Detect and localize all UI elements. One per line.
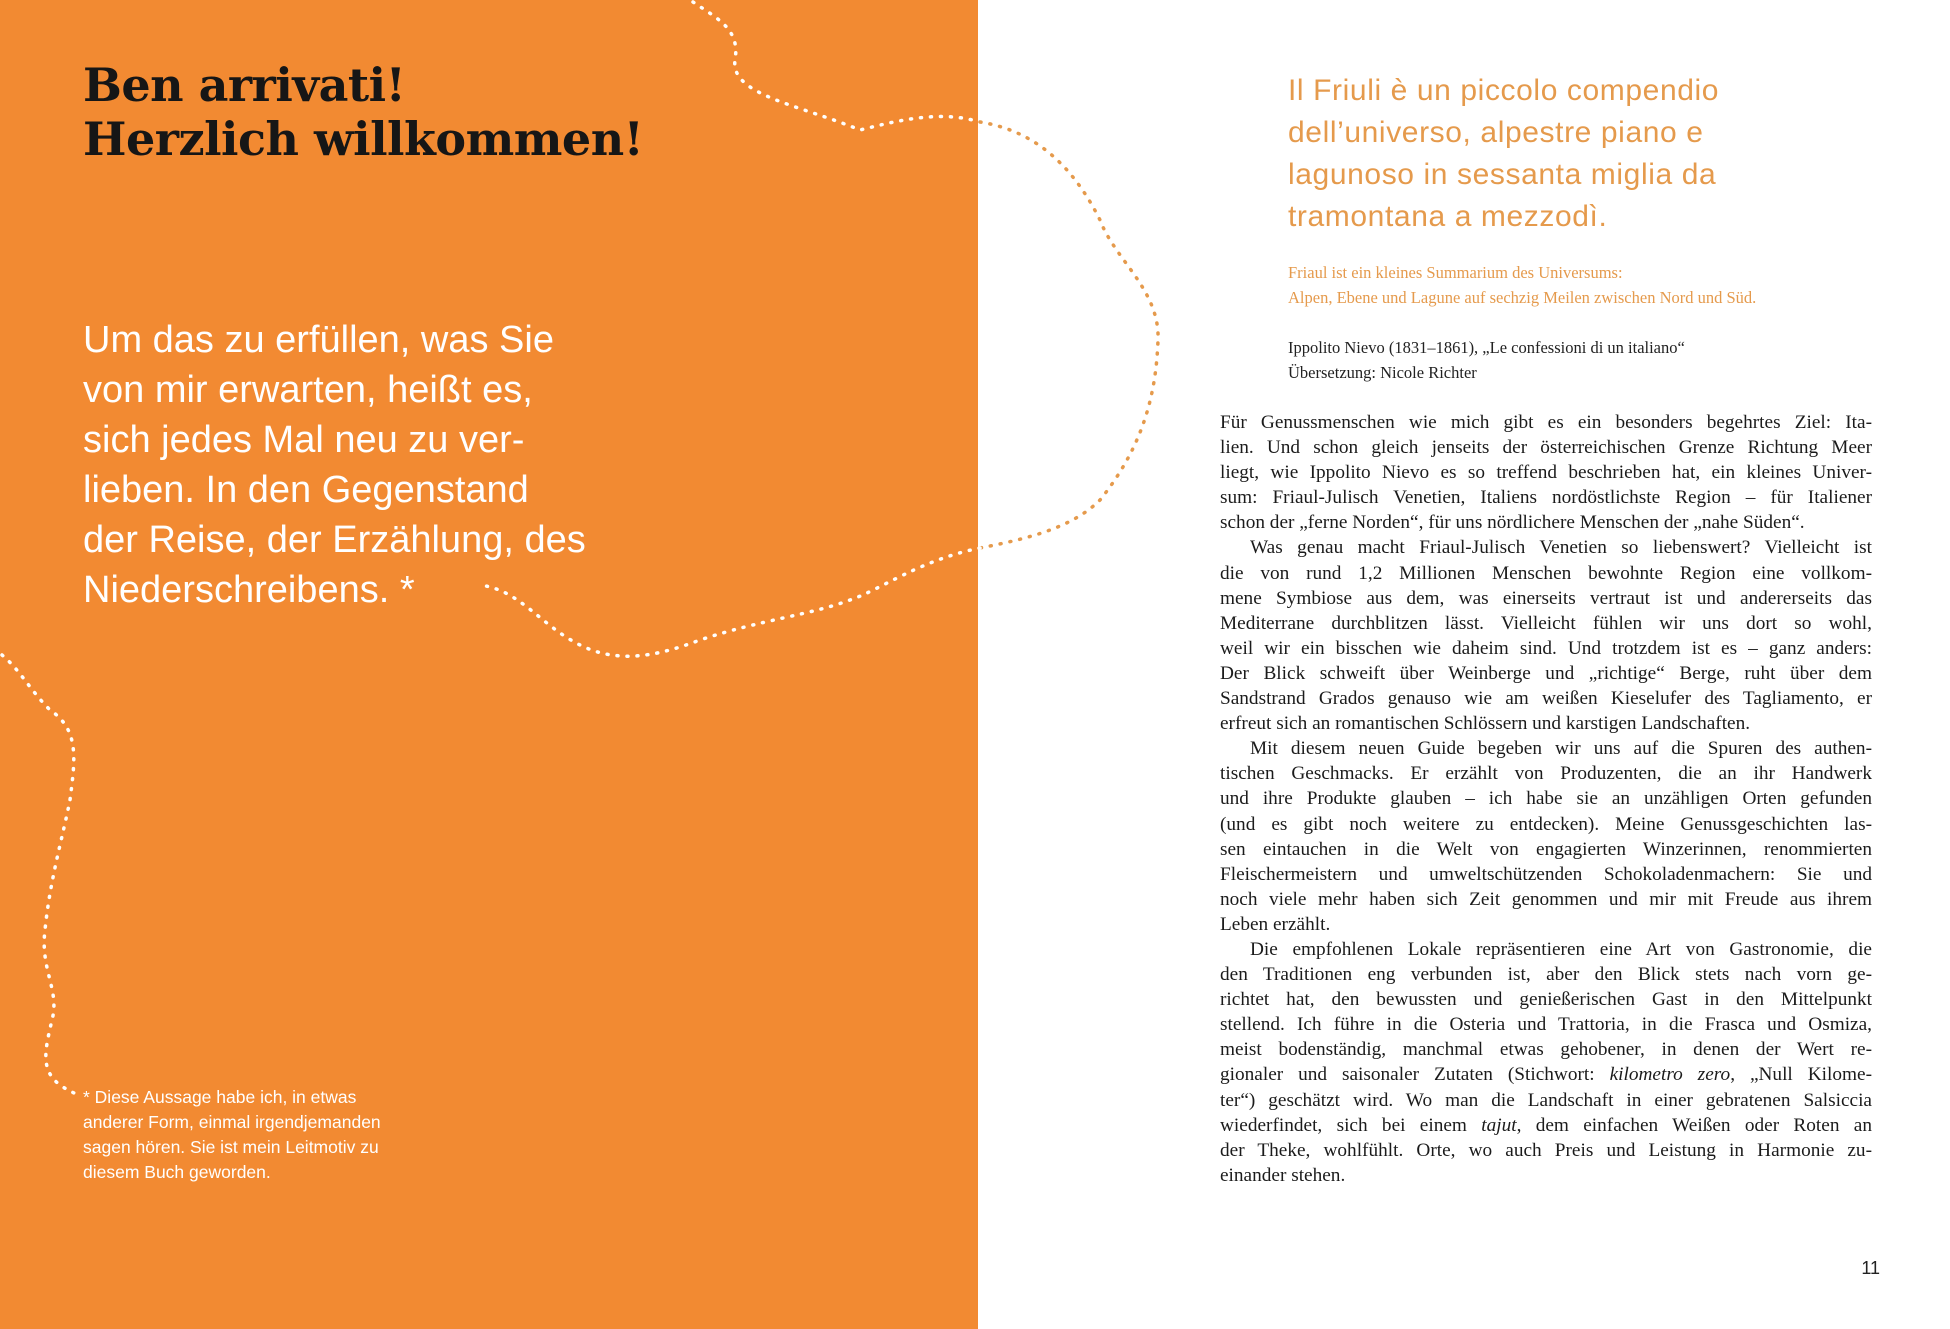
body-line: Für Genussmenschen wie mich gibt es ein besonders begehrtes Ziel: Ita-: [1220, 412, 1872, 433]
body-line: [1220, 1062, 1872, 1087]
body-italic-term: kilometro zero: [1609, 1064, 1731, 1086]
body-line: die von rund 1,2 Millionen Menschen bewohnte Region eine vollkom-: [1220, 562, 1872, 584]
quote-line: Il Friuli è un piccolo compendio: [1288, 74, 1720, 107]
body-line: noch viele mehr haben sich Zeit genommen und mir mit Freude aus ihrem: [1220, 888, 1872, 910]
body-fragment: , dem einfachen Weißen oder Roten an: [1516, 1114, 1872, 1136]
body-line: mene Symbiose aus dem, was einerseits vertraut ist und andererseits das: [1220, 587, 1872, 609]
body-line: [1220, 1113, 1872, 1138]
footnote-line: * Diese Aussage habe ich, in etwas: [83, 1087, 357, 1107]
body-text: [1220, 410, 1872, 1188]
quote-attribution: [1288, 335, 1685, 385]
quote-line: tramontana a mezzodì.: [1288, 200, 1608, 233]
intro-line: Um das zu erfüllen, was Sie: [83, 319, 554, 361]
page-number: 11: [1861, 1258, 1880, 1278]
attribution-line: Übersetzung: Nicole Richter: [1288, 363, 1477, 382]
intro-line: von mir erwarten, heißt es,: [83, 369, 533, 411]
body-italic-term: tajut: [1481, 1114, 1517, 1136]
german-translation: [1288, 260, 1756, 310]
footnote: [83, 1085, 443, 1185]
body-line: Die empfohlenen Lokale repräsentieren eine Art von Gastronomie, die: [1250, 938, 1872, 960]
translation-line: Alpen, Ebene und Lagune auf sechzig Meilen zwischen Nord und Süd.: [1288, 288, 1757, 307]
body-line: den Traditionen eng verbunden ist, aber den Blick stets nach vorn ge-: [1220, 964, 1872, 986]
intro-line: lieben. In den Gegenstand: [83, 469, 529, 511]
body-line: einander stehen.: [1220, 1164, 1346, 1186]
body-line: sen eintauchen in die Welt von engagierten Winzerinnen, renommierten: [1220, 838, 1872, 860]
page-title: [83, 58, 643, 166]
quote-line: dell’universo, alpestre piano e: [1288, 116, 1704, 149]
body-line: schon der „ferne Norden“, für uns nördlichere Menschen der „nahe Süden“.: [1220, 512, 1805, 534]
italian-quote: [1288, 70, 1719, 238]
body-fragment: wiederfindet, sich bei einem: [1220, 1114, 1482, 1136]
body-fragment: , „Null Kilome-: [1730, 1064, 1872, 1086]
body-line: weil wir ein bisschen wie daheim sind. Und trotzdem ist es – ganz anders:: [1220, 637, 1872, 659]
translation-line: Friaul ist ein kleines Summarium des Universums:: [1288, 263, 1623, 282]
intro-line: Niederschreibens. *: [83, 569, 415, 611]
body-line: Leben erzählt.: [1220, 913, 1331, 935]
body-line: der Theke, wohlfühlt. Orte, wo auch Preis und Leistung in Harmonie zu-: [1220, 1139, 1872, 1161]
attribution-line: Ippolito Nievo (1831–1861), „Le confessioni di un italiano“: [1288, 338, 1685, 357]
body-line: erfreut sich an romantischen Schlössern und karstigen Landschaften.: [1220, 713, 1751, 735]
title-line: Herzlich willkommen!: [83, 112, 644, 166]
title-line: Ben arrivati!: [83, 58, 406, 112]
intro-line: der Reise, der Erzählung, des: [83, 519, 586, 561]
footnote-line: anderer Form, einmal irgendjemanden: [83, 1112, 381, 1132]
body-line: tischen Geschmacks. Er erzählt von Produzenten, die an ihr Handwerk: [1220, 763, 1872, 785]
quote-line: lagunoso in sessanta miglia da: [1288, 158, 1717, 191]
body-line: meist bodenständig, manchmal etwas gehobener, in denen der Wert re-: [1220, 1039, 1872, 1061]
body-fragment: gionaler und saisonaler Zutaten (Stichwort:: [1220, 1064, 1610, 1086]
body-line: Mediterrane durchblitzen lässt. Vielleicht fühlen wir uns dort so wohl,: [1220, 612, 1872, 634]
body-line: richtet hat, den bewussten und genießerischen Gast in den Mittelpunkt: [1220, 989, 1872, 1011]
footnote-line: diesem Buch geworden.: [83, 1162, 271, 1182]
body-line: Sandstrand Grados genauso wie am weißen Kieselufer des Tagliamento, er: [1220, 688, 1872, 710]
body-line: Mit diesem neuen Guide begeben wir uns auf die Spuren des authen-: [1250, 738, 1872, 760]
body-line: (und es gibt noch weitere zu entdecken). Meine Genussgeschichten las-: [1220, 813, 1872, 835]
intro-line: sich jedes Mal neu zu ver-: [83, 419, 525, 461]
body-line: Der Blick schweift über Weinberge und „richtige“ Berge, ruht über dem: [1220, 662, 1872, 684]
body-line: Was genau macht Friaul-Julisch Venetien so liebenswert? Vielleicht ist: [1250, 537, 1872, 559]
body-line: sum: Friaul-Julisch Venetien, Italiens nordöstlichste Region – für Italiener: [1220, 487, 1872, 509]
footnote-line: sagen hören. Sie ist mein Leitmotiv zu: [83, 1137, 379, 1157]
body-line: ter“) geschätzt wird. Wo man die Landschaft in einer gebratenen Salsiccia: [1220, 1089, 1872, 1111]
body-line: lien. Und schon gleich jenseits der österreichischen Grenze Richtung Meer: [1220, 437, 1872, 459]
body-line: und ihre Produkte glauben – ich habe sie an unzähligen Orten gefunden: [1220, 788, 1872, 810]
body-line: stellend. Ich führe in die Osteria und Trattoria, in die Frasca und Osmiza,: [1220, 1014, 1872, 1036]
body-line: Fleischermeistern und umweltschützenden Schokoladenmachern: Sie und: [1220, 863, 1872, 885]
intro-statement: [83, 315, 663, 615]
body-line: liegt, wie Ippolito Nievo es so treffend beschrieben hat, ein kleines Univer-: [1220, 462, 1872, 484]
